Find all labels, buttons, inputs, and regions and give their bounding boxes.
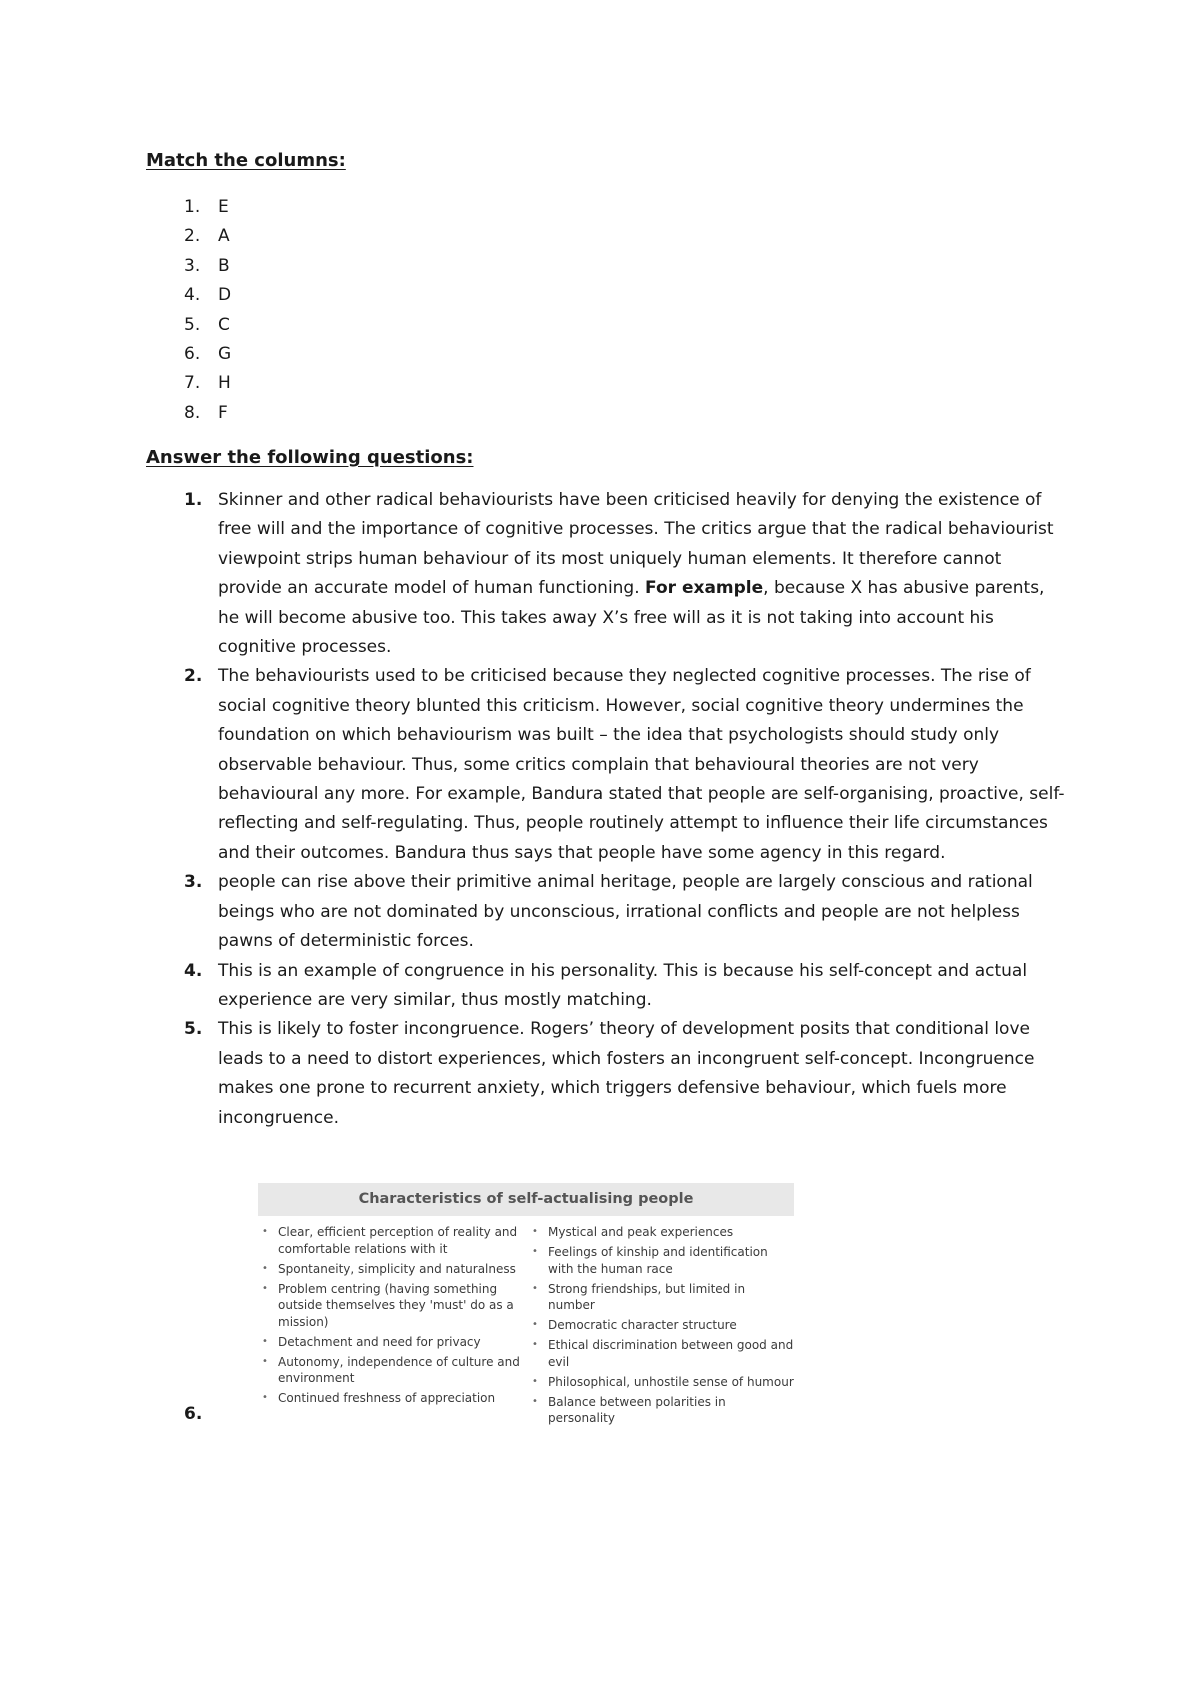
match-item: [146, 222, 231, 251]
figure-item-text: Mystical and peak experiences: [548, 1225, 734, 1239]
bullet-icon: •: [262, 1355, 268, 1367]
match-item-answer: E: [218, 197, 229, 217]
answer-item: [146, 957, 1066, 1016]
figure-item-text: Problem centring (having something outside themselves they 'must' do as a mission): [278, 1281, 514, 1329]
figure-item-text: Spontaneity, simplicity and naturalness: [278, 1261, 516, 1276]
figure-list-item: [532, 1394, 794, 1427]
answer-item: [146, 868, 1066, 956]
match-item-number: 4.: [184, 285, 201, 306]
match-item-answer: A: [218, 226, 230, 247]
match-item-answer: D: [218, 285, 232, 306]
bullet-icon: •: [262, 1335, 268, 1347]
bullet-icon: •: [532, 1246, 538, 1257]
match-item: [146, 311, 231, 340]
match-answers-list: [146, 193, 231, 428]
answer-text: people can rise above their primitive animal heritage, people are largely conscious and rational beings who are not dominated by unconscious, irrational conflicts and people are not helpless pawns of deterministic forces.: [218, 872, 1033, 952]
match-columns-heading: Match the columns:: [146, 150, 346, 171]
figure-list-item: [532, 1281, 794, 1314]
figure-item-text: Balance between polarities in personality: [548, 1394, 726, 1425]
match-item-number: 5.: [184, 314, 201, 335]
match-item-number: 6.: [184, 343, 201, 364]
match-item-number: 8.: [184, 402, 201, 423]
answer-text-bold: For example: [645, 578, 764, 599]
answer-number: 5.: [184, 1019, 203, 1040]
figure-list-item: [262, 1334, 532, 1351]
answer-number: 3.: [184, 872, 203, 893]
figure-list-item: [262, 1390, 532, 1407]
figure-list-item: [532, 1317, 794, 1334]
match-item-number: 3.: [184, 255, 201, 276]
figure-list-item: [262, 1261, 532, 1278]
answer-questions-heading: Answer the following questions:: [146, 447, 474, 468]
figure-item-text: Clear, efficient perception of reality and comfortable relations with it: [278, 1225, 518, 1256]
figure-title: Characteristics of self-actualising people: [258, 1183, 794, 1216]
figure-list-item: [532, 1337, 794, 1370]
figure-list-item: [262, 1224, 532, 1257]
figure-list-item: [532, 1224, 794, 1241]
match-item-answer: B: [218, 255, 230, 276]
match-item-number: 2.: [184, 226, 201, 247]
figure-right-column: [532, 1224, 794, 1430]
bullet-icon: •: [532, 1375, 538, 1387]
match-item-answer: C: [218, 314, 230, 335]
figure-list-item: [532, 1244, 794, 1277]
answer-item: [146, 662, 1066, 868]
match-item: [146, 252, 231, 281]
answer-text: The behaviourists used to be criticised because they neglected cognitive processes. The rise of social cognitive theory blunted this criticism. However, social cognitive theory undermines the foundation on which behaviourism was built – the idea that psychologists should study only observable behaviour. Thus, some critics complain that behavioural theories are not very behavioural any more. For example, Bandura stated that people are self-organising, proactive, self-reflecting and self-regulating. Thus, people routinely attempt to influence their life circumstances and their outcomes. Bandura thus says that people have some agency in this regard.: [218, 666, 1065, 863]
bullet-icon: •: [262, 1226, 268, 1237]
bullet-icon: •: [262, 1262, 268, 1274]
self-actualising-characteristics-figure: [258, 1183, 794, 1425]
match-item-answer: F: [218, 402, 228, 423]
answers-list: [146, 486, 1066, 1133]
answer-number: 2.: [184, 666, 203, 687]
match-item: [146, 193, 231, 222]
figure-list-item: [262, 1281, 532, 1331]
figure-item-text: Ethical discrimination between good and evil: [548, 1338, 794, 1369]
answer-text-part: Skinner and other radical behaviourists have been criticised heavily for denying the existence of free will and the importance of cognitive processes. The critics argue that the radical behaviourist viewpoint strips human behaviour of its most uniquely human elements. It therefore cannot provide an accurate model of human functioning.: [218, 490, 1054, 599]
bullet-icon: •: [532, 1319, 538, 1330]
answer-text-part: , because X has abusive parents, he will become abusive too. This takes away X’s free will as it is not taking into account his cognitive processes.: [218, 578, 1045, 658]
figure-list-item: [262, 1354, 532, 1387]
match-item: [146, 340, 231, 369]
figure-item-text: Continued freshness of appreciation: [278, 1391, 496, 1405]
match-item-number: 1.: [184, 197, 201, 217]
figure-columns: [258, 1224, 794, 1430]
bullet-icon: •: [532, 1339, 538, 1350]
match-item-answer: H: [218, 373, 231, 394]
answer-number: 1.: [184, 490, 203, 510]
answer-text: This is an example of congruence in his personality. This is because his self-concept and actual experience are very similar, thus mostly matching.: [218, 960, 1028, 1010]
answer-item: [146, 1015, 1066, 1133]
bullet-icon: •: [532, 1282, 538, 1294]
figure-item-text: Autonomy, independence of culture and environment: [278, 1354, 520, 1385]
bullet-icon: •: [262, 1282, 268, 1294]
bullet-icon: •: [532, 1226, 538, 1237]
figure-item-text: Philosophical, unhostile sense of humour: [548, 1374, 794, 1389]
answer-number: 4.: [184, 960, 203, 981]
figure-list-item: [532, 1374, 794, 1391]
figure-item-text: Democratic character structure: [548, 1318, 737, 1332]
match-item: [146, 281, 231, 310]
match-item-number: 7.: [184, 373, 201, 394]
figure-left-column: [262, 1224, 532, 1430]
bullet-icon: •: [532, 1395, 538, 1407]
match-item: [146, 399, 231, 428]
match-item-answer: G: [218, 343, 232, 364]
match-item: [146, 369, 231, 398]
answer-number-6: 6.: [184, 1404, 203, 1424]
figure-item-text: Feelings of kinship and identification with the human race: [548, 1245, 768, 1276]
answer-text: [218, 486, 1066, 662]
bullet-icon: •: [262, 1392, 268, 1403]
figure-item-text: Strong friendships, but limited in number: [548, 1281, 746, 1312]
answer-item: [146, 486, 1066, 662]
figure-item-text: Detachment and need for privacy: [278, 1334, 481, 1349]
answer-text: This is likely to foster incongruence. Rogers’ theory of development posits that conditional love leads to a need to distort experiences, which fosters an incongruent self-concept. Incongruence makes one prone to recurrent anxiety, which triggers defensive behaviour, which fuels more incongruence.: [218, 1019, 1035, 1128]
